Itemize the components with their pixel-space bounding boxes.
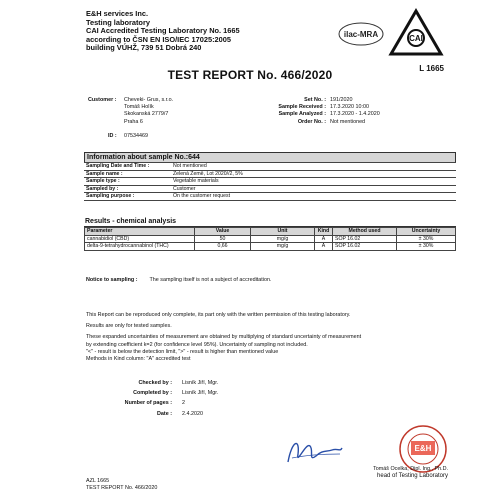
col-parameter: Parameter bbox=[85, 228, 195, 236]
col-kind: Kind bbox=[315, 228, 333, 236]
notice-label: Notice to sampling : bbox=[86, 277, 138, 283]
col-uncertainty: Uncertainty bbox=[397, 228, 456, 236]
table-row bbox=[84, 163, 456, 171]
sample-received-label: Sample Received : bbox=[278, 104, 326, 111]
order-no-value: Not mentioned bbox=[330, 118, 366, 125]
svg-text:ilac-MRA: ilac-MRA bbox=[343, 30, 379, 39]
customer-city: Praha 6 bbox=[124, 118, 143, 125]
pages-value: 2 bbox=[182, 400, 185, 407]
cbd-uncertainty: ± 30% bbox=[397, 235, 456, 243]
lab-standard: according to ČSN EN ISO/IEC 17025:2005 bbox=[86, 34, 231, 44]
sample-name-value: Zelená Země, Lot 2020//2, 5% bbox=[171, 170, 456, 178]
note-limits: "<" - result is below the detection limit, ">" - result is higher than mentioned value bbox=[86, 348, 279, 355]
customer-label: Customer : bbox=[88, 97, 117, 103]
signatory-name: Tomáš Ocelka, Dipl. Ing., Ph.D. bbox=[373, 466, 448, 472]
results-title: Results - chemical analysis bbox=[84, 218, 456, 227]
sample-received-value: 17.3.2020 10:00 bbox=[330, 104, 369, 111]
note-results: Results are only for tested samples. bbox=[86, 323, 172, 330]
completed-by-value: Lisník Jiří, Mgr. bbox=[182, 390, 219, 397]
pages-label: Number of pages : bbox=[124, 400, 172, 407]
lab-type: Testing laboratory bbox=[86, 17, 150, 27]
note-methods: Methods in Kind column: "A" accredited test bbox=[86, 356, 191, 363]
customer-id: 07534469 bbox=[124, 133, 148, 139]
sample-type-value: Vegetable materials bbox=[171, 178, 456, 186]
sample-info-title: Information about sample No.:644 bbox=[84, 152, 456, 162]
checks-block bbox=[110, 380, 370, 418]
results-section bbox=[84, 218, 456, 251]
sampled-by-value: Customer bbox=[171, 185, 456, 193]
note-uncertainty-2: by extending coefficient k=2 (for confidence level 95%). Uncertainty of sampling not included. bbox=[86, 341, 308, 348]
signatory bbox=[268, 466, 448, 480]
sampled-by-label: Sampled by : bbox=[84, 185, 171, 193]
note-reproduction: This Report can be reproduced only complete, its part only with the written permission of this testing laboratory. bbox=[86, 312, 351, 318]
col-method: Method used bbox=[333, 228, 397, 236]
thc-parameter: delta-9-tetrahydrocannabinol (THC) bbox=[85, 243, 195, 251]
lab-accreditation: CAI Accredited Testing Laboratory No. 1665 bbox=[86, 26, 240, 36]
cbd-value: 50 bbox=[195, 235, 251, 243]
col-unit: Unit bbox=[251, 228, 315, 236]
set-info bbox=[250, 97, 450, 126]
notice-text: The sampling itself is not a subject of accreditation. bbox=[149, 277, 272, 283]
results-table bbox=[84, 227, 456, 251]
footer-report-no: TEST REPORT No. 466/2020 bbox=[86, 485, 158, 492]
order-no-label: Order No. : bbox=[297, 118, 326, 125]
completed-by-label: Completed by : bbox=[133, 390, 172, 397]
results-header-row bbox=[85, 228, 456, 236]
lab-address: building VÚHŽ, 739 51 Dobrá 240 bbox=[86, 43, 202, 53]
table-row bbox=[84, 178, 456, 186]
date-value: 2.4.2020 bbox=[182, 410, 203, 417]
thc-kind: A bbox=[315, 243, 333, 251]
notice-row bbox=[86, 277, 271, 284]
cbd-unit: mg/g bbox=[251, 235, 315, 243]
checked-by-value: Lisník Jiří, Mgr. bbox=[182, 380, 219, 386]
thc-method: SOP 16.02 bbox=[333, 243, 397, 251]
cbd-kind: A bbox=[315, 235, 333, 243]
notes-block bbox=[86, 312, 456, 363]
cai-code: L 1665 bbox=[419, 64, 444, 73]
sample-name-label: Sample name : bbox=[84, 170, 171, 178]
thc-uncertainty: ± 30% bbox=[397, 243, 456, 251]
sampling-date-value: Not mentioned bbox=[171, 163, 456, 171]
sample-type-label: Sample type : bbox=[84, 178, 171, 186]
ilac-mra-logo bbox=[338, 22, 384, 46]
date-label: Date : bbox=[157, 410, 172, 417]
table-row bbox=[84, 193, 456, 201]
svg-text:E&H: E&H bbox=[414, 444, 432, 453]
customer-company: Cheveki- Grus, s.r.o. bbox=[124, 97, 174, 103]
sampling-purpose-label: Sampling purpose : bbox=[84, 193, 171, 201]
table-row bbox=[84, 185, 456, 193]
note-uncertainty-1: These expanded uncertainties of measurement are obtained by multiplying of standard uncertainty of measurement bbox=[86, 334, 362, 341]
customer-block bbox=[124, 97, 173, 126]
set-no-label: Set No. : bbox=[304, 97, 326, 103]
table-row bbox=[84, 170, 456, 178]
lab-name: E&H services Inc. bbox=[86, 9, 149, 18]
sampling-purpose-value: On the customer request bbox=[171, 193, 456, 201]
table-row bbox=[85, 235, 456, 243]
thc-unit: mg/g bbox=[251, 243, 315, 251]
customer-street: Skokanská 2779/7 bbox=[124, 111, 169, 118]
svg-text:CAI: CAI bbox=[409, 34, 423, 43]
sampling-date-label: Sampling Date and Time : bbox=[84, 163, 171, 171]
thc-value: 0,66 bbox=[195, 243, 251, 251]
cbd-parameter: cannabidiol (CBD) bbox=[85, 235, 195, 243]
footer bbox=[86, 478, 157, 492]
sample-info-section bbox=[84, 152, 456, 201]
checked-by-label: Checked by : bbox=[138, 380, 172, 386]
sample-analyzed-value: 17.3.2020 - 1.4.2020 bbox=[330, 111, 380, 118]
customer-id-label: ID : bbox=[108, 133, 117, 139]
customer-contact: Tomáš Holík bbox=[124, 104, 154, 111]
lab-header bbox=[86, 10, 336, 53]
table-row bbox=[85, 243, 456, 251]
col-value: Value bbox=[195, 228, 251, 236]
sample-analyzed-label: Sample Analyzed : bbox=[278, 111, 326, 118]
cai-logo bbox=[388, 8, 444, 73]
report-title: TEST REPORT No. 466/2020 bbox=[167, 68, 333, 82]
sample-info-table bbox=[84, 162, 456, 201]
set-no-value: 191/2020 bbox=[330, 97, 353, 103]
signatory-role: head of Testing Laboratory bbox=[377, 473, 448, 480]
cbd-method: SOP 16.02 bbox=[333, 235, 397, 243]
footer-code: AZL 1665 bbox=[86, 478, 110, 484]
